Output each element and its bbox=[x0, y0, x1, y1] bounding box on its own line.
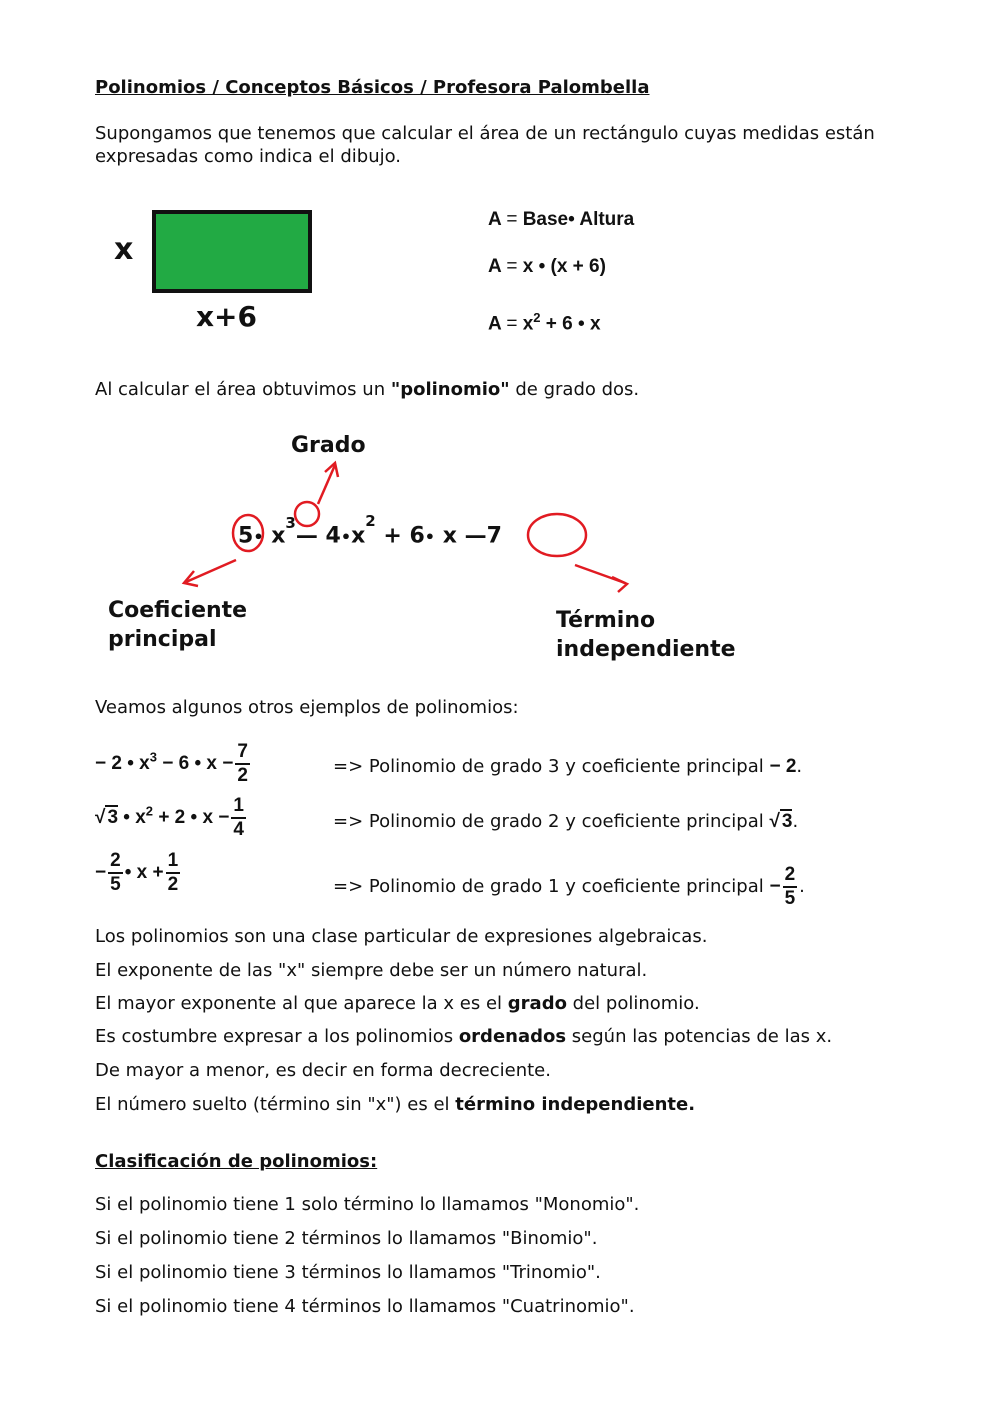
rectangle-base-label: x+6 bbox=[196, 300, 258, 333]
example-1-expression: − 2 • $x^3 - 6$ • x − $\frac{7}{2}$ bbox=[95, 741, 248, 786]
rectangle-side-label: x bbox=[114, 232, 134, 267]
classification-item: Si el polinomio tiene 3 términos lo llamamos "Trinomio". bbox=[95, 1262, 601, 1283]
degree-label: Grado bbox=[291, 433, 366, 458]
area-formula-1: A = Base• Altura bbox=[488, 209, 635, 230]
fact-1: Los polinomios son una clase particular de expresiones algebraicas. bbox=[95, 926, 708, 947]
classification-title: Clasificación de polinomios: bbox=[95, 1151, 378, 1172]
term-label: Término independiente bbox=[556, 608, 736, 662]
examples-intro: Veamos algunos otros ejemplos de polinomios: bbox=[95, 697, 519, 718]
example-3-description: => Polinomio de grado 1 y coeficiente principal − $\frac{2}{5}$ . bbox=[333, 864, 805, 909]
example-3-expression: − $\frac{2}{5}$ • x + $\frac{1}{2}$ bbox=[95, 850, 179, 895]
classification-item: Si el polinomio tiene 1 solo término lo llamamos "Monomio". bbox=[95, 1194, 640, 1215]
coef-label: Coeficiente principal bbox=[108, 598, 248, 652]
area-formula-2: A = x • (x + 6) bbox=[488, 256, 606, 277]
polinomio-note: Al calcular el área obtuvimos un "polinomio" de grado dos. bbox=[95, 379, 640, 400]
term-arrow-head bbox=[612, 577, 627, 592]
example-2-expression: √ 3 • $x^2 + 2$ • x − $\frac{1}{4}$ bbox=[95, 795, 244, 840]
example-2-description: => Polinomio de grado 2 y coeficiente principal √ 3. bbox=[333, 811, 799, 832]
diagram-polynomial: 5• $x^3—$ $4•x^2$ + 6• x —7 bbox=[238, 512, 502, 549]
fact-2: El exponente de las "x" siempre debe ser un número natural. bbox=[95, 960, 648, 981]
fact-5: De mayor a menor, es decir en forma decreciente. bbox=[95, 1060, 551, 1081]
fact-3: El mayor exponente al que aparece la x es el grado del polinomio. bbox=[95, 993, 700, 1014]
fact-4: Es costumbre expresar a los polinomios ordenados según las potencias de las x. bbox=[95, 1026, 833, 1047]
classification-item: Si el polinomio tiene 4 términos lo llamamos "Cuatrinomio". bbox=[95, 1296, 635, 1317]
intro-paragraph: Supongamos que tenemos que calcular el área de un rectángulo cuyas medidas están expresadas como indica el dibujo. bbox=[95, 123, 875, 167]
classification-item: Si el polinomio tiene 2 términos lo llamamos "Binomio". bbox=[95, 1228, 598, 1249]
green-rectangle bbox=[152, 210, 312, 293]
example-1-description: => Polinomio de grado 3 y coeficiente principal − 2. bbox=[333, 756, 803, 777]
term-circle bbox=[528, 514, 586, 556]
area-formula-3: $A = x^2 + 6$ • x bbox=[488, 310, 601, 335]
fact-6: El número suelto (término sin "x") es el término independiente. bbox=[95, 1094, 696, 1115]
page-title: Polinomios / Conceptos Básicos / Profesora Palombella bbox=[95, 77, 650, 98]
